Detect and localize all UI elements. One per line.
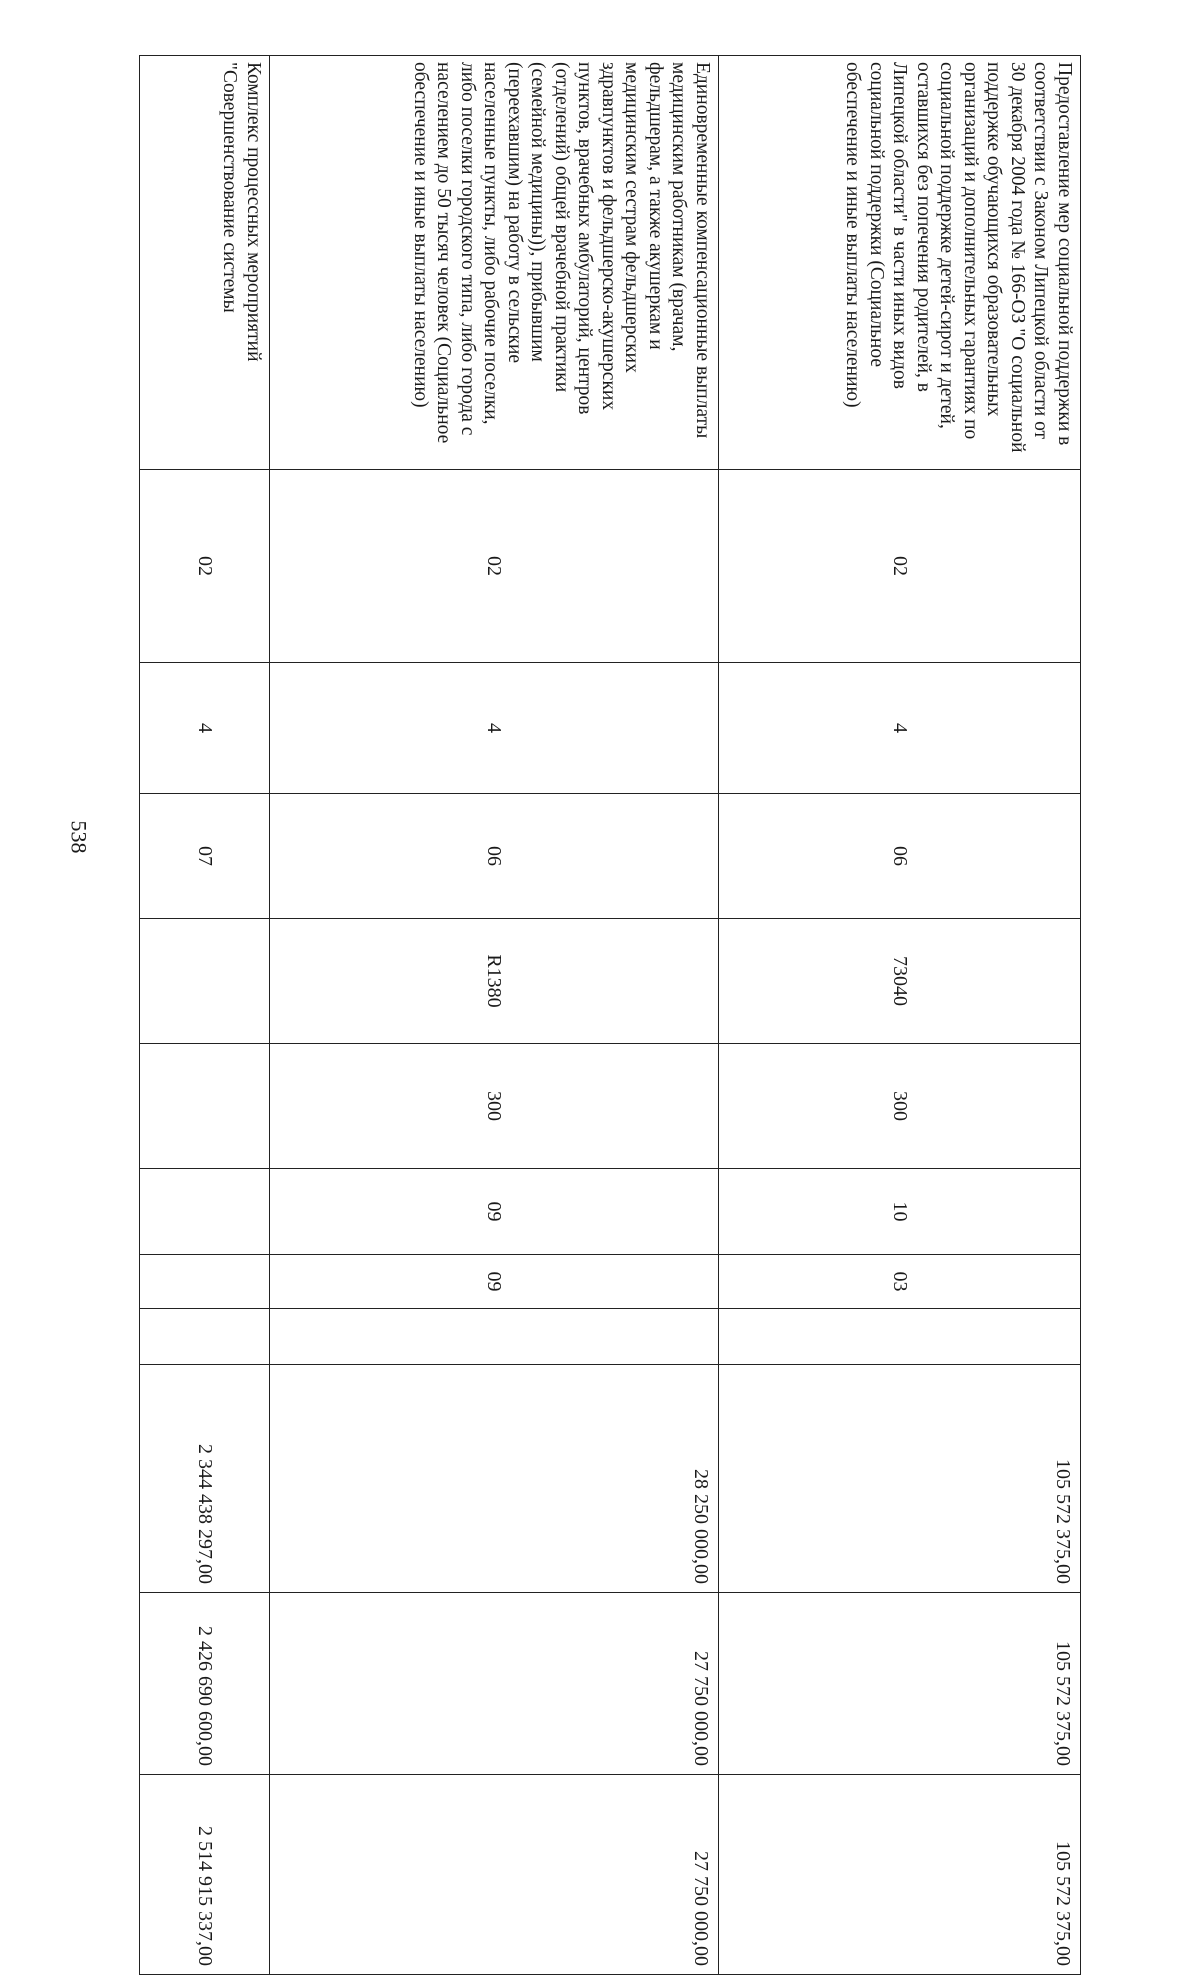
amount-year1-cell: 105 572 375,00 (719, 1365, 1081, 1593)
expense-type-cell: 300 (270, 1044, 719, 1169)
table-row (140, 56, 270, 1975)
row-name-cell: Комплекс процессных мероприятий "Совершенствование системы (140, 56, 270, 470)
amount-year1-cell: 28 250 000,00 (270, 1365, 719, 1593)
main-event-code-cell: 06 (719, 794, 1081, 919)
amount-year1-cell: 2 344 438 297,00 (140, 1365, 270, 1593)
empty-cell (719, 1309, 1081, 1365)
subsection-code-cell: 03 (719, 1255, 1081, 1309)
amount-year2-cell: 27 750 000,00 (270, 1593, 719, 1775)
expense-type-cell (140, 1044, 270, 1169)
program-code-cell: 02 (719, 470, 1081, 663)
amount-year3-cell: 105 572 375,00 (719, 1775, 1081, 1975)
section-code-cell (140, 1169, 270, 1255)
main-event-code-cell: 06 (270, 794, 719, 919)
direction-code-cell: 73040 (719, 919, 1081, 1044)
amount-year2-cell: 105 572 375,00 (719, 1593, 1081, 1775)
section-code-cell: 09 (270, 1169, 719, 1255)
main-event-code-cell: 07 (140, 794, 270, 919)
program-code-cell: 02 (270, 470, 719, 663)
section-code-cell: 10 (719, 1169, 1081, 1255)
budget-table (139, 55, 1081, 1975)
amount-year3-cell: 27 750 000,00 (270, 1775, 719, 1975)
empty-cell (270, 1309, 719, 1365)
subsection-code-cell (140, 1255, 270, 1309)
amount-year2-cell: 2 426 690 600,00 (140, 1593, 270, 1775)
table-row (719, 56, 1081, 1975)
direction-code-cell: R1380 (270, 919, 719, 1044)
program-code-cell: 02 (140, 470, 270, 663)
subprogram-code-cell: 4 (270, 663, 719, 794)
empty-cell (140, 1309, 270, 1365)
direction-code-cell (140, 919, 270, 1044)
table-row (270, 56, 719, 1975)
expense-type-cell: 300 (719, 1044, 1081, 1169)
amount-year3-cell: 2 514 915 337,00 (140, 1775, 270, 1975)
subsection-code-cell: 09 (270, 1255, 719, 1309)
subprogram-code-cell: 4 (719, 663, 1081, 794)
page-number: 538 (66, 820, 92, 854)
budget-table-rotated (140, 55, 1081, 1966)
subprogram-code-cell: 4 (140, 663, 270, 794)
row-name-cell: Предоставление мер социальной поддержки в соответствии с Законом Липецкой области от 30 декабря 2004 года № 166-ОЗ "О социальной поддержке обучающихся образовательных организаций и дополнительных гарантиях по социальной поддержке детей-сирот и детей, оставшихся без попечения родителей, в Липецкой области" в части иных видов социальной поддержки (Социальное обеспечение и иные выплаты населению) (719, 56, 1081, 470)
row-name-cell: Единовременные компенсационные выплаты медицинским работникам (врачам, фельдшерам, а также акушеркам и медицинским сестрам фельдшерских здравпунктов и фельдшерско-акушерских пунктов, врачебных амбулаторий, центров (отделений) общей врачебной практики (семейной медицины)), прибывшим (переехавшим) на работу в сельские населенные пункты, либо рабочие поселки, либо поселки городского типа, либо города с населением до 50 тысяч человек (Социальное обеспечение и иные выплаты населению) (270, 56, 719, 470)
